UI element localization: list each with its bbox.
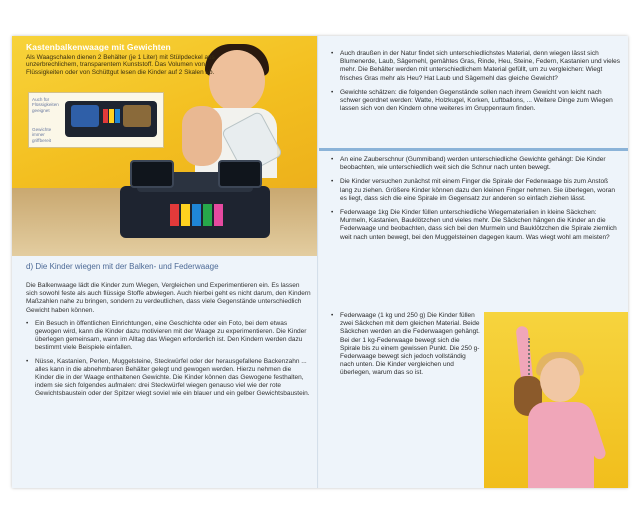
list-item: • Ein Besuch in öffentlichen Einrichtungen, eine Geschichte oder ein Foto, bei dem etwas gewogen wird, kann die Kinder dazu motivieren mit der Waage zu experimentieren. Die Kinder überlegen gemeinsam, wann im Alltag das Wiegen erforderlich ist. Den Kindern werden dazu bestimmt viele Beispiele einfallen. <box>26 320 311 353</box>
section-heading: d) Die Kinder wiegen mit der Balken- und Federwaage <box>26 262 219 271</box>
photo-caption-title: Kastenbalkenwaage mit Gewichten <box>26 42 171 52</box>
list-item <box>331 312 481 378</box>
list-item: • Nüsse, Kastanien, Perlen, Muggelsteine, Steckwürfel oder der herausgefallene Backenzahn ... alles kann in die abnehmbaren Behälter gelegt und gewogen werden. Hierzu nehmen die Kinder die in der Waage enthaltenen Gewichte. Die Kinder können das Gewogene festhalten, indem sie sich folgendes aufmalen: drei Steckwürfel wiegen genauso viel wie der rote Gewichtsbaustein oder der Spitzer wiegt soviel wie ein blauer und ein gelber Gewichtsbaustein. <box>26 358 311 399</box>
section-divider <box>319 148 628 151</box>
list-item: • An eine Zauberschnur (Gummiband) werden unterschiedliche Gewichte gehängt: Die Kinder beobachten, wie unterschiedlich weit sich die Schnur nach unten bewegt. <box>331 156 621 172</box>
list-item: • Gewichte schätzen: die folgenden Gegenstände sollen nach ihrem Gewicht von leicht nach schwer geordnet werden: Watte, Holzkugel, Korken, Luftballons, ... Weitere Dinge zum Wiegen lassen sich von den Kindern ohne weiteres im Gruppenraum finden. <box>331 89 621 114</box>
girl-head <box>540 358 580 402</box>
right-page <box>319 36 628 488</box>
spring-scale <box>528 338 532 378</box>
inset-block-blue <box>115 109 120 123</box>
last-bullet-text: • Federwaage (1 kg und 250 g) Die Kinder füllen zwei Säckchen mit dem gleichen Material. Beide Säckchen werden an die Federwaagen gehängt. Bei der 1 kg-Federwaage bewegt sich die Spirale bis zu einem gewissen Punkt. Die 250 g-Federwaage bewegt sich jedoch vollständig nach unten. Die Kinder vergleichen und überlegen, warum das so ist. <box>331 312 481 378</box>
weight-block-red <box>170 204 179 226</box>
balance-cup-left <box>130 160 174 188</box>
photo-caption-text: Als Waagschalen dienen 2 Behälter (je 1 Liter) mit Stülpdeckel aus unzerbrechlichem, transparentem Kunststoff. Das Volumen von Flüssigkeiten oder von Schüttgut lesen die Kinder auf 2 Skalen ab. <box>26 54 215 76</box>
balance-cup-right <box>218 160 262 188</box>
weight-block-pink <box>214 204 223 226</box>
right-list-text <box>331 156 621 248</box>
inset-block-red <box>103 109 108 123</box>
weight-block-blue <box>192 204 201 226</box>
weight-block-yellow <box>181 204 190 226</box>
list-item: • Federwaage 1kg Die Kinder füllen unterschiedliche Wiegematerialien in kleine Säckchen: Murmeln, Kastanien, Bauklötzchen und vieles mehr. Die Säckchen hängen die Kinder an die Federwaage und beobachten, dass sich bei den Murmeln und Bauklötzchen die Spirale ziemlich weit nach unten bewegt, bei den Muggelsteinen dagegen kaum. Was wiegt wohl am meisten? <box>331 209 621 242</box>
photo-boy-with-balance <box>12 36 317 256</box>
inset-block-yellow <box>109 109 114 123</box>
inset-product-photo <box>28 92 164 148</box>
brochure-spread <box>12 36 628 488</box>
inset-cup-right <box>123 105 151 127</box>
intro-paragraph: Die Balkenwaage lädt die Kinder zum Wiegen, Vergleichen und Experimentieren ein. Es lassen sich sowohl feste als auch flüssige Stoffe abwiegen. Auch hierbei geht es nicht darum, den Kindern Maßzahlen nahe zu bringen, sondern zu verdeutlichen, dass viele Gegenstände unterschiedlich Gewicht haben können. <box>26 282 311 314</box>
list-item: • Auch draußen in der Natur findet sich unterschiedlichstes Material, denn wiegen lässt sich Blumenerde, Laub, Sägemehl, gemähtes Gras, Rinde, Heu, Steine, Federn, Kastanien und vieles mehr. Die Behälter werden mit unterschiedlichem Material gefüllt, um zu vergleichen: Wiegt frisches Gras mehr als Heu? Hat Laub und Sägemehl das gleiche Gewicht? <box>331 50 621 83</box>
boy-head <box>209 50 265 112</box>
photo-girl-with-spring-scale <box>484 312 628 488</box>
inset-label-weights: Gewichte immer griffbereit <box>32 127 52 143</box>
left-body-text <box>26 282 311 404</box>
boy-arm <box>182 106 222 166</box>
inset-label-liquids: Auch für Flüssigkeiten geeignet <box>32 97 59 113</box>
left-page <box>12 36 317 488</box>
right-top-text <box>331 50 621 119</box>
inset-cup-left <box>71 105 99 127</box>
weight-block-green <box>203 204 212 226</box>
list-item: • Die Kinder versuchen zunächst mit einem Finger die Spirale der Federwaage bis zum Anstoß lang zu ziehen. Größere Kinder können dazu den kleinen Finger nehmen. Sie überlegen, woran es liegt, dass sich die eine Spirale im Gegensatz zur anderen so einfach ziehen lässt. <box>331 178 621 203</box>
